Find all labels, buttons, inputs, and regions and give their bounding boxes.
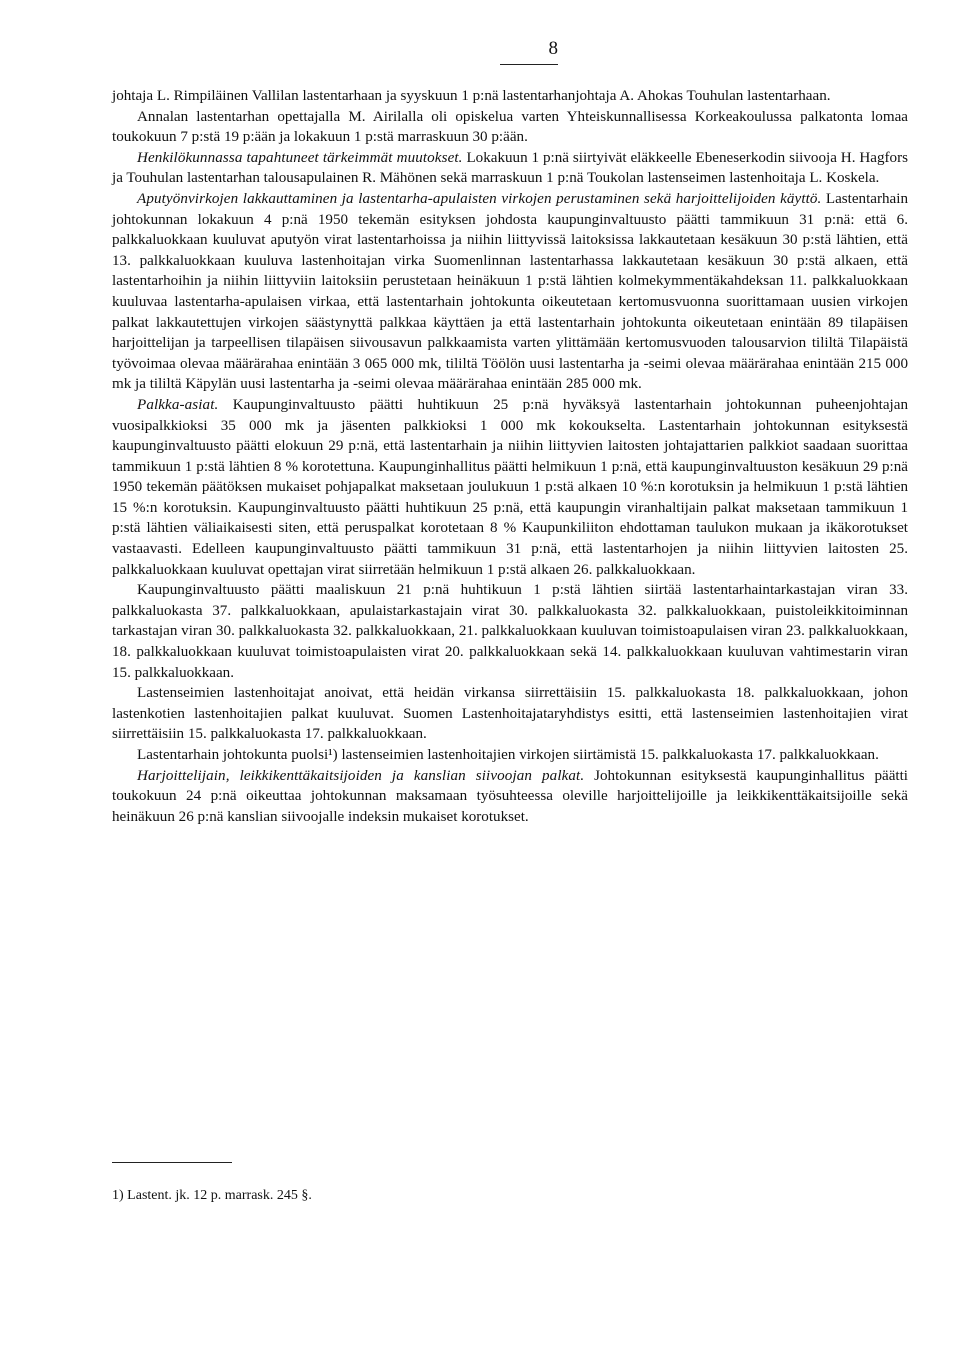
footnote <box>112 1188 612 1204</box>
paragraph-7 <box>112 745 908 766</box>
paragraph-6-text: Lastenseimien lastenhoitajat anoivat, että heidän virkansa siirrettäisiin 15. palkkaluokasta 18. palkkaluokkaan, johon lastenkotien lastenhoitajien palkat kuuluvat. Suomen Lastenhoitajataryhdistys esitti, että lastenseimien lastenhoitajien virat siirrettäisiin 15. palkkaluokasta 17. palkkaluokkaan. <box>112 685 908 743</box>
paragraph-0 <box>112 86 908 107</box>
paragraph-4 <box>112 395 908 580</box>
body-text <box>112 86 908 827</box>
section-heading: Aputyönvirkojen lakkauttaminen ja lastentarha-apulaisten virkojen perustaminen sekä harjoittelijoiden käyttö. <box>137 190 822 207</box>
paragraph-8 <box>112 766 908 828</box>
section-heading: Palkka-asiat. <box>137 396 219 413</box>
paragraph-1-text: Annalan lastentarhan opettajalla M. Airilalla oli opiskelua varten Yhteiskunnallisessa Korkeakoulussa palkatonta lomaa toukokuun 7 p:stä 19 p:ään ja lokakuun 1 p:stä marraskuun 30 p:ään. <box>112 108 908 146</box>
paragraph-8-text: Johtokunnan esityksestä kaupunginhallitus päätti toukokuun 24 p:nä oikeuttaa johtokunnan maksamaan työsuhteessa oleville harjoittelijoille ja leikkikenttäkaitsijoille sekä heinäkuun 26 p:nä kanslian siivoojalle indeksin mukaiset korotukset. <box>112 767 908 825</box>
page-number: 8 <box>500 38 558 65</box>
paragraph-2 <box>112 148 908 189</box>
paragraph-1 <box>112 107 908 148</box>
paragraph-7-text: Lastentarhain johtokunta puolsi¹) lastenseimien lastenhoitajien virkojen siirtämistä 15. palkkaluokasta 17. palkkaluokkaan. <box>137 747 879 763</box>
paragraph-0-text: johtaja L. Rimpiläinen Vallilan lastentarhaan ja syyskuun 1 p:nä lastentarhanjohtaja A. Ahokas Touhulan lastentarhaan. <box>112 88 831 104</box>
footnote-marker: 1) <box>112 1188 124 1203</box>
section-heading: Harjoittelijain, leikkikenttäkaitsijoiden ja kanslian siivoojan palkat. <box>137 767 585 784</box>
paragraph-5-text: Kaupunginvaltuusto päätti maaliskuun 21 p:nä huhtikuun 1 p:stä lähtien siirtää lastentarhaintarkastajan viran 33. palkkaluokasta 37. palkkaluokkaan, apulaistarkastajain virat 30. palkkaluokasta 32. palkkaluokkaan, puistoleikkitoiminnan tarkastajan viran 30. palkkaluokasta 32. palkkaluokkaan, 21. palkkaluokkaan kuuluvan toimistoapulaisen viran 23. palkkaluokkaan, 18. palkkaluokkaan kuuluvat toimistoapulaisten virat 20. palkkaluokkaan sekä 14. palkkaluokkaan kuuluvan vahtimestarin viran 15. palkkaluokkaan. <box>112 582 908 681</box>
footnote-divider <box>112 1162 232 1163</box>
section-heading: Henkilökunnassa tapahtuneet tärkeimmät muutokset. <box>137 149 463 166</box>
paragraph-5 <box>112 580 908 683</box>
paragraph-2-text: Lokakuun 1 p:nä siirtyivät eläkkeelle Ebeneserkodin siivooja H. Hagfors ja Touhulan lastentarhan talousapulainen R. Mähönen sekä marraskuun 1 p:nä Toukolan lastenseimen lastenhoitaja L. Koskela. <box>112 149 908 187</box>
paragraph-3 <box>112 189 908 395</box>
paragraph-6 <box>112 683 908 745</box>
paragraph-4-text: Kaupunginvaltuusto päätti huhtikuun 25 p:nä hyväksyä lastentarhain johtokunnan puheenjohtajan vuosipalkkioksi 35 000 mk ja jäsenten palkkioksi 1 000 mk kokoukselta. Lastentarhain johtokunnan esityksestä kaupunginvaltuusto päätti elokuun 29 p:nä, että lastentarhain ja niihin liittyvien laitosten johtajattarien palkkiot saadaan suorittaa tammikuun 1 p:stä lähtien 8 % korotettuna. Kaupunginhallitus päätti helmikuun 1 p:nä, että kaupunginvaltuuston kesäkuun 29 p:nä 1950 tekemän päätöksen mukaiset pohjapalkat maksetaan joulukuun 1 p:stä alkaen 10 %:n korotuksin ja helmikuun 1 p:stä lähtien 15 %:n korotuksin. Kaupunginvaltuusto päätti huhtikuun 25 p:nä, että kaupungin viranhaltijain palkat maksetaan tammikuun 1 p:stä lähtien väliaikaisesti siten, että peruspalkat korotetaan 8 % Kaupunkiliiton ehdottaman taulukon mukaan ja ikäkorotukset vastaavasti. Edelleen kaupunginvaltuusto päätti tammikuun 31 p:nä, että lastentarhojen ja niihin liittyvien laitosten 25. palkkaluokkaan kuuluvat opettajan virat siirretään helmikuun 1 p:stä alkaen 26. palkkaluokkaan. <box>112 396 908 578</box>
footnote-text: Lastent. jk. 12 p. marrask. 245 §. <box>127 1188 312 1203</box>
paragraph-3-text: Lastentarhain johtokunnan lokakuun 4 p:nä 1950 tekemän esityksen johdosta kaupunginvaltuusto päätti tammikuun 31 p:nä: että 6. palkkaluokkaan kuuluvat aputyön virat lastentarhoissa ja niihin liittyvissä laitoksissa lakkautetaan kesäkuun 30 p:stä lähtien, että 13. palkkaluokkaan kuuluva lastenhoitajan virka Suomenlinnan lastentarhassa lakkautetaan kesäkuun 30 p:stä alkaen, että lastentarhoihin ja niihin liittyviin laitoksiin perustetaan heinäkuun 1 p:stä lähtien kolmekymmentäkahdeksan 11. palkkaluokkaan kuuluvaa lastentarha-apulaisen virkaa, että lastentarhain johtokunta oikeutetaan kertomusvuonna suorittamaan uusien virkojen palkat lakkautettujen virkojen säästynyttä palkkaa käyttäen ja että lastentarhain johtokunta oikeutetaan enintään 89 tilapäisen harjoittelijan ja tarpeellisen tilapäisen siivousavun palkkaamista varten ylittämään kertomusvuoden talousarvion tililtä Tilapäistä työvoimaa olevaa määrärahaa enintään 3 065 000 mk, tililtä Töölön uusi lastentarha ja -seimi olevaa määrärahaa enintään 215 000 mk ja tililtä Käpylän uusi lastentarha ja -seimi olevaa määrärahaa enintään 285 000 mk. <box>112 190 908 393</box>
